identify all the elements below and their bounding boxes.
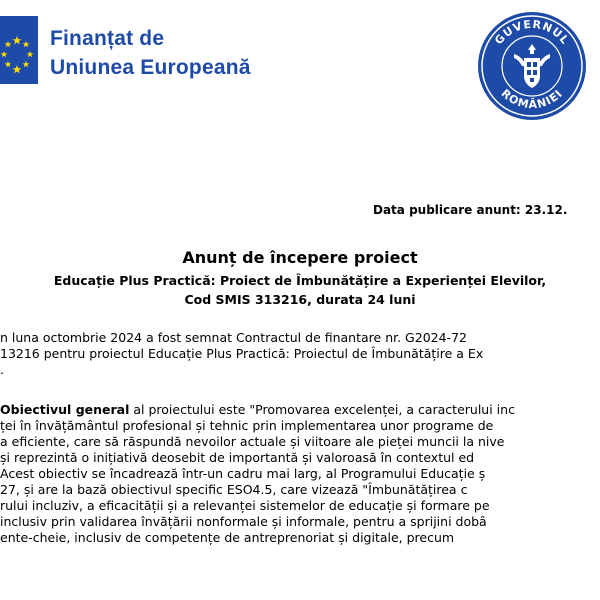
paragraph1-line2: 13216 pentru proiectul Educație Plus Practică: Proiectul de Îmbunătățire a Ex [0,346,484,361]
eu-flag-icon [0,16,38,84]
subtitle-line2: Cod SMIS 313216, durata 24 luni [184,292,416,307]
paragraph2-line4: și reprezintă o inițiativă deosebit de importantă și valoroasă în contextul ed [0,450,475,465]
page-subtitle [0,271,600,309]
paragraph1-line1: n luna octombrie 2024 a fost semnat Contractul de finantare nr. G2024-72 [0,330,467,345]
paragraph2-line7: rului incluziv, a eficacității și a relevanței sistemelor de educație și formare pe [0,498,490,513]
publication-date: Data publicare anunt: 23.12. [373,203,568,217]
paragraph1-line3: . [0,362,4,377]
paragraph2-line5: Acest obiectiv se încadrează într-un cadru mai larg, al Programului Educație ș [0,466,486,481]
paragraph2-line1 [0,402,515,417]
paragraph2-line2: ței în învățământul profesional și tehnic prin implementarea unor programe de [0,418,494,433]
general-objective-label: Obiectivul general [0,402,130,417]
paragraph2-line8: inclusiv prin validarea învățării nonformale și informale, pentru a sprijini dobâ [0,514,487,529]
paragraph2-line1-rest: al proiectului este "Promovarea excelenței, a caracterului inc [129,402,515,417]
paragraph2-line9: ente-cheie, inclusiv de competențe de antreprenoriat și digitale, precum [0,530,455,545]
paragraph2-line3: a eficiente, care să răspundă nevoilor actuale și viitoare ale pieței muncii la nive [0,434,505,449]
eu-funding-logo-text [50,24,251,82]
eu-stars-icon [0,16,38,84]
government-seal-icon [476,10,588,122]
subtitle-line1: Educație Plus Practică: Proiect de Îmbunătățire a Experienței Elevilor, [53,273,547,288]
eu-logo-line2: Uniunea Europeană [50,56,251,79]
seal-bottom-text: ROMÂNIEI [498,86,566,112]
page-title: Anunț de începere proiect [182,248,418,267]
paragraph2-line6: 27, și are la bază obiectivul specific ESO4.5, care vizează "Îmbunătățirea c [0,482,468,497]
seal-top-text: GUVERNUL [492,17,572,48]
eu-logo-line1: Finanțat de [50,27,165,50]
